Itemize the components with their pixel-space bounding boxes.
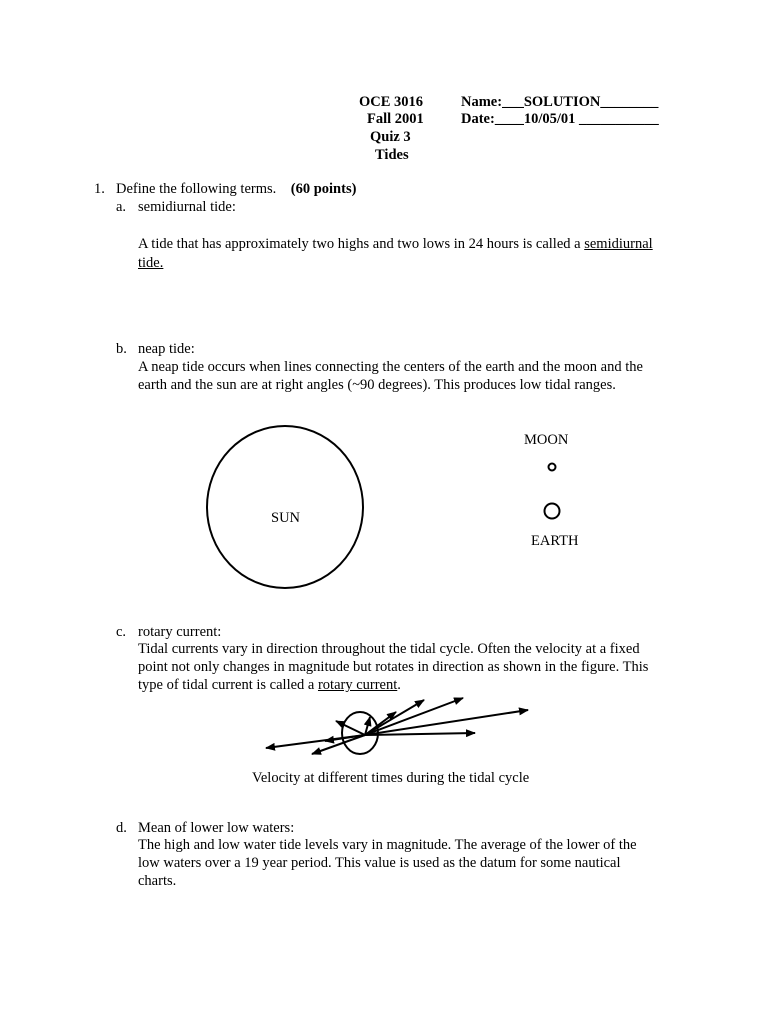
item-a-term: semidiurnal tide:	[138, 199, 236, 215]
earth-label: EARTH	[531, 533, 579, 549]
velocity-arrow-1	[365, 710, 528, 735]
item-d-line1: The high and low water tide levels vary in magnitude. The average of the lower of the	[138, 837, 637, 853]
velocity-arrow-3	[365, 698, 463, 735]
item-a-letter: a.	[116, 199, 127, 215]
item-d-line3: charts.	[138, 873, 177, 889]
question-number: 1.	[94, 181, 105, 197]
item-d-line2: low waters over a 19 year period. This value is used as the datum for some nautical	[138, 855, 621, 871]
item-c-line3-term: rotary current	[317, 677, 398, 693]
item-c-line2: point not only changes in magnitude but rotates in direction as shown in the figure. This	[138, 659, 649, 675]
item-c-line3-period: .	[397, 677, 401, 693]
velocity-arrow-7	[336, 721, 365, 735]
moon-label: MOON	[524, 432, 569, 448]
item-c-line1: Tidal currents vary in direction throughout the tidal cycle. Often the velocity at a fixed	[138, 641, 640, 657]
question-prompt-text: Define the following terms.	[116, 181, 277, 197]
term: Fall 2001	[367, 111, 424, 127]
quiz-number: Quiz 3	[370, 129, 411, 145]
name-line: Name:___SOLUTION________	[461, 94, 659, 110]
item-c-line3	[138, 677, 401, 694]
item-c-term: rotary current:	[138, 624, 222, 640]
item-b-line1: A neap tide occurs when lines connecting the centers of the earth and the moon and the	[138, 359, 643, 375]
course-code: OCE 3016	[359, 94, 424, 110]
date-line: Date:____10/05/01 ___________	[461, 111, 659, 127]
sun-label: SUN	[271, 510, 301, 526]
quiz-topic: Tides	[375, 147, 409, 163]
item-b-line2: earth and the sun are at right angles (~90 degrees). This produces low tidal ranges.	[138, 377, 616, 393]
item-c-letter: c.	[116, 624, 127, 640]
sun-circle	[207, 426, 363, 588]
item-a-answer-text: A tide that has approximately two highs and two lows in 24 hours is called a	[138, 236, 585, 252]
item-d-letter: d.	[116, 820, 127, 836]
item-a-answer-term1: semidiurnal	[584, 236, 653, 252]
earth-circle	[545, 504, 560, 519]
item-a-answer-term2: tide.	[138, 255, 164, 271]
moon-circle	[549, 464, 556, 471]
question-points: (60 points)	[290, 181, 357, 197]
item-d-term: Mean of lower low waters:	[138, 820, 295, 836]
figure-caption: Velocity at different times during the tidal cycle	[252, 770, 530, 786]
rotary-current-figure	[266, 698, 528, 754]
item-c-line3-text: type of tidal current is called a	[138, 677, 318, 693]
item-b-term: neap tide:	[138, 341, 195, 357]
item-b-letter: b.	[116, 341, 127, 357]
